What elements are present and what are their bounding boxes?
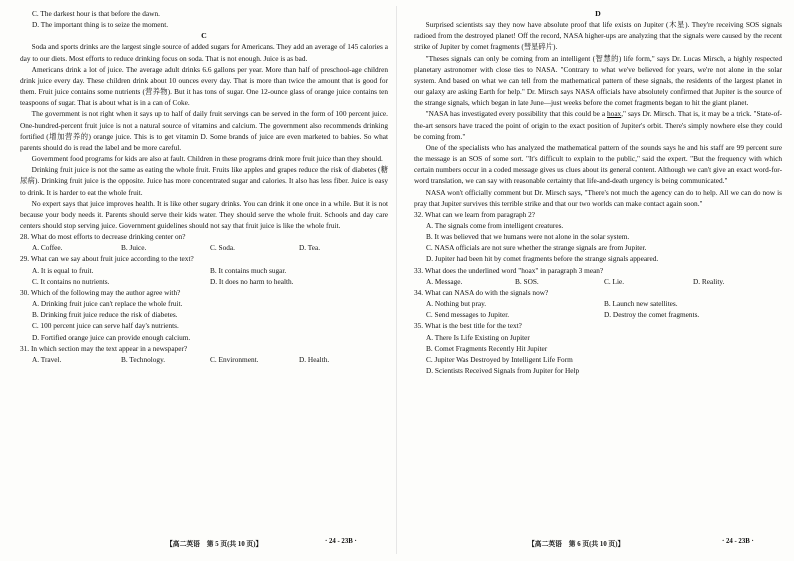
right-footer-code: · 24 - 23B · bbox=[722, 538, 754, 545]
question-29: 29. What can we say about fruit juice according to the text? bbox=[20, 254, 194, 264]
question-29-options-row2 bbox=[32, 276, 388, 287]
option: A. Nothing but pray. bbox=[426, 299, 487, 309]
option: C. Soda. bbox=[210, 243, 235, 253]
question-33: 33. What does the underlined word "hoax" in paragraph 3 mean? bbox=[414, 265, 604, 275]
option: A. Coffee. bbox=[32, 243, 63, 253]
prev-option-c: C. The darkest hour is that before the dawn. bbox=[32, 9, 160, 18]
passage-c-paragraph: Government food programs for kids are also at fault. Children in these programs drink more fruit juice than they should. bbox=[31, 154, 383, 164]
option: C. Send messages to Jupiter. bbox=[426, 310, 510, 320]
option: B. It was believed that we humans were not alone in the solar system. bbox=[426, 232, 630, 242]
question-34-options-row2 bbox=[426, 309, 782, 320]
left-footer-code: · 24 - 23B · bbox=[325, 538, 357, 545]
option: B. Technology. bbox=[121, 354, 166, 364]
right-footer-label: 【高二英语 第 6 页(共 10 页)】 bbox=[528, 541, 625, 548]
left-page bbox=[20, 8, 388, 365]
passage-d-paragraph: NASA won't officially comment but Dr. Mirsch says, "There's not much the agency can do to help. All we can do now is pray that Jupiter survives this terrible strike and that our two worlds can make contact again soon." bbox=[414, 187, 782, 208]
option: B. Comet Fragments Recently Hit Jupiter bbox=[426, 343, 548, 353]
passage-c-paragraph: No expert says that juice improves health. It is like other sugary drinks. You can drink it one once in a while. But it is not because your body needs it. Parents should serve their kids water. They should serve the whole fruit. Schools and day care centers should stop serving juice. Government guidelines should not say that fruit juice is like the whole fruit. bbox=[20, 198, 388, 230]
option: A. It is equal to fruit. bbox=[32, 265, 94, 275]
passage-d-paragraph: One of the specialists who has analyzed the mathematical pattern of the sounds says he and his staff are 99 percent sure the message is an SOS of some sort. "It's difficult to explain to the public," said the expert. "But the frequency with which certain numbers occur in a coded message gives us clues about its general content. Although we can't give an exact word-for-word translation, we can say with reasonable certainty that life-and-death urgency is being communicated." bbox=[414, 142, 782, 186]
option: A. Drinking fruit juice can't replace the whole fruit. bbox=[32, 299, 183, 309]
option: D. Tea. bbox=[299, 243, 321, 253]
option: A. There Is Life Existing on Jupiter bbox=[426, 332, 530, 342]
passage-d-paragraph bbox=[414, 108, 782, 141]
paragraph-text: ," says Dr. Mirsch. That is, it may be a trick. "State-of-the-art sensors have traced the point of origin to the exact position of Jupiter's orbit. There's simply nowhere else they could be coming from." bbox=[414, 109, 782, 141]
question-31: 31. In which section may the text appear in a newspaper? bbox=[20, 343, 188, 353]
paragraph-text: "NASA has investigated every possibility that this could be a bbox=[425, 109, 608, 119]
option: D. Scientists Received Signals from Jupiter for Help bbox=[426, 366, 580, 375]
passage-c-paragraph: Drinking fruit juice is not the same as eating the whole fruit. Fruits like apples and grapes reduce the risk of diabetes (糖尿病). Drinking fruit juice is the opposite. Juice has more concentrated sugar and calories. It also has less fiber. Juice is easy to drink. It is harder to eat the whole fruit. bbox=[20, 165, 388, 197]
left-footer-label: 【高二英语 第 5 页(共 10 页)】 bbox=[166, 541, 263, 548]
question-34-options-row1 bbox=[426, 298, 782, 309]
option: B. It contains much sugar. bbox=[210, 265, 287, 275]
option: D. It does no harm to health. bbox=[210, 276, 294, 286]
passage-c-paragraph: The government is not right when it says up to half of daily fruit servings can be served in the form of 100 percent juice. One-hundred-percent fruit juice is not a natural source of vitamins and calcium. The government also recommends drinking fortified (增加营养的) orange juice. This is to get vitamin D. Some brands of juice are even marketed to babies. So what parents should do is read the label and be more careful. bbox=[20, 109, 388, 152]
option: D. Fortified orange juice can provide enough calcium. bbox=[32, 332, 191, 342]
option: D. Jupiter had been hit by comet fragments before the strange signals appeared. bbox=[426, 254, 659, 264]
question-33-options bbox=[426, 276, 782, 287]
question-30: 30. Which of the following may the author agree with? bbox=[20, 287, 181, 297]
question-28: 28. What do most efforts to decrease drinking center on? bbox=[20, 232, 186, 242]
option: B. Drinking fruit juice reduce the risk of diabetes. bbox=[32, 310, 178, 320]
prev-option-d: D. The important thing is to seize the moment. bbox=[32, 20, 169, 30]
question-31-options bbox=[32, 354, 388, 365]
option: B. Juice. bbox=[121, 243, 147, 253]
option: C. Jupiter Was Destroyed by Intelligent Life Form bbox=[426, 354, 573, 364]
option: C. Environment. bbox=[210, 354, 259, 364]
passage-d-paragraph: Surprised scientists say they now have absolute proof that life exists on Jupiter (木星). They're receiving SOS signals radioed from the destroyed planet! Off the record, NASA higher-ups are analyzing that the signals were caused by the recent strike of Jupiter by comet fragments (彗星碎片). bbox=[414, 20, 782, 52]
option: B. SOS. bbox=[515, 276, 539, 286]
passage-c-paragraph: Americans drink a lot of juice. The average adult drinks 6.6 gallons per year. More than half of preschool-age children drink juice every day. These children drink about 10 ounces every day. That is more than twice the amount that is good for them. Fruit juice contains some nutrients (营养物). But it has tons of sugar. One 12-ounce glass of orange juice contains ten teaspoons of sugar. That is about what is in a can of Coke. bbox=[20, 64, 388, 108]
option: C. NASA officials are not sure whether the strange signals are from Jupiter. bbox=[426, 243, 647, 253]
option: A. The signals come from intelligent creatures. bbox=[426, 220, 564, 230]
passage-c-heading: C bbox=[201, 31, 207, 41]
question-32: 32. What can we learn from paragraph 2? bbox=[414, 209, 536, 219]
option: D. Reality. bbox=[693, 276, 725, 286]
question-28-options bbox=[32, 242, 388, 253]
option: B. Launch new satellites. bbox=[604, 299, 678, 309]
option: A. Message. bbox=[426, 276, 463, 286]
option: D. Health. bbox=[299, 354, 330, 364]
option: D. Destroy the comet fragments. bbox=[604, 310, 700, 320]
passage-d-heading: D bbox=[595, 9, 601, 18]
question-34: 34. What can NASA do with the signals now? bbox=[414, 287, 549, 297]
question-29-options-row1 bbox=[32, 265, 388, 276]
page-divider bbox=[396, 6, 397, 554]
option: C. It contains no nutrients. bbox=[32, 276, 110, 286]
option: C. 100 percent juice can serve half day's nutrients. bbox=[32, 321, 179, 331]
right-page bbox=[414, 8, 782, 376]
underlined-word-hoax: hoax bbox=[607, 109, 622, 119]
passage-d-paragraph: "Theses signals can only be coming from an intelligent (智慧的) life form," says Dr. Lucas Mirsch, a highly respected planetary astronomer with close ties to NASA. "Contrary to what we've believed for years, we're not alone in the solar system. And based on what we can tell from the mathematical pattern of these signals, the residents of the largest planet in our galaxy are asking Earth for help." Dr. Mirsch says NASA officials have absolutely confirmed that Jupiter is the source of the strange signals, which began in late June—just weeks before the comet fragments began to hit the giant planet. bbox=[414, 53, 782, 108]
option: C. Lie. bbox=[604, 276, 625, 286]
passage-c-paragraph: Soda and sports drinks are the largest single source of added sugars for Americans. They add an average of 145 calories a day to our diets. Most efforts to reduce drinking focus on soda. That is not enough. Juice is as bad. bbox=[20, 42, 388, 63]
option: A. Travel. bbox=[32, 354, 62, 364]
question-35: 35. What is the best title for the text? bbox=[414, 321, 522, 331]
